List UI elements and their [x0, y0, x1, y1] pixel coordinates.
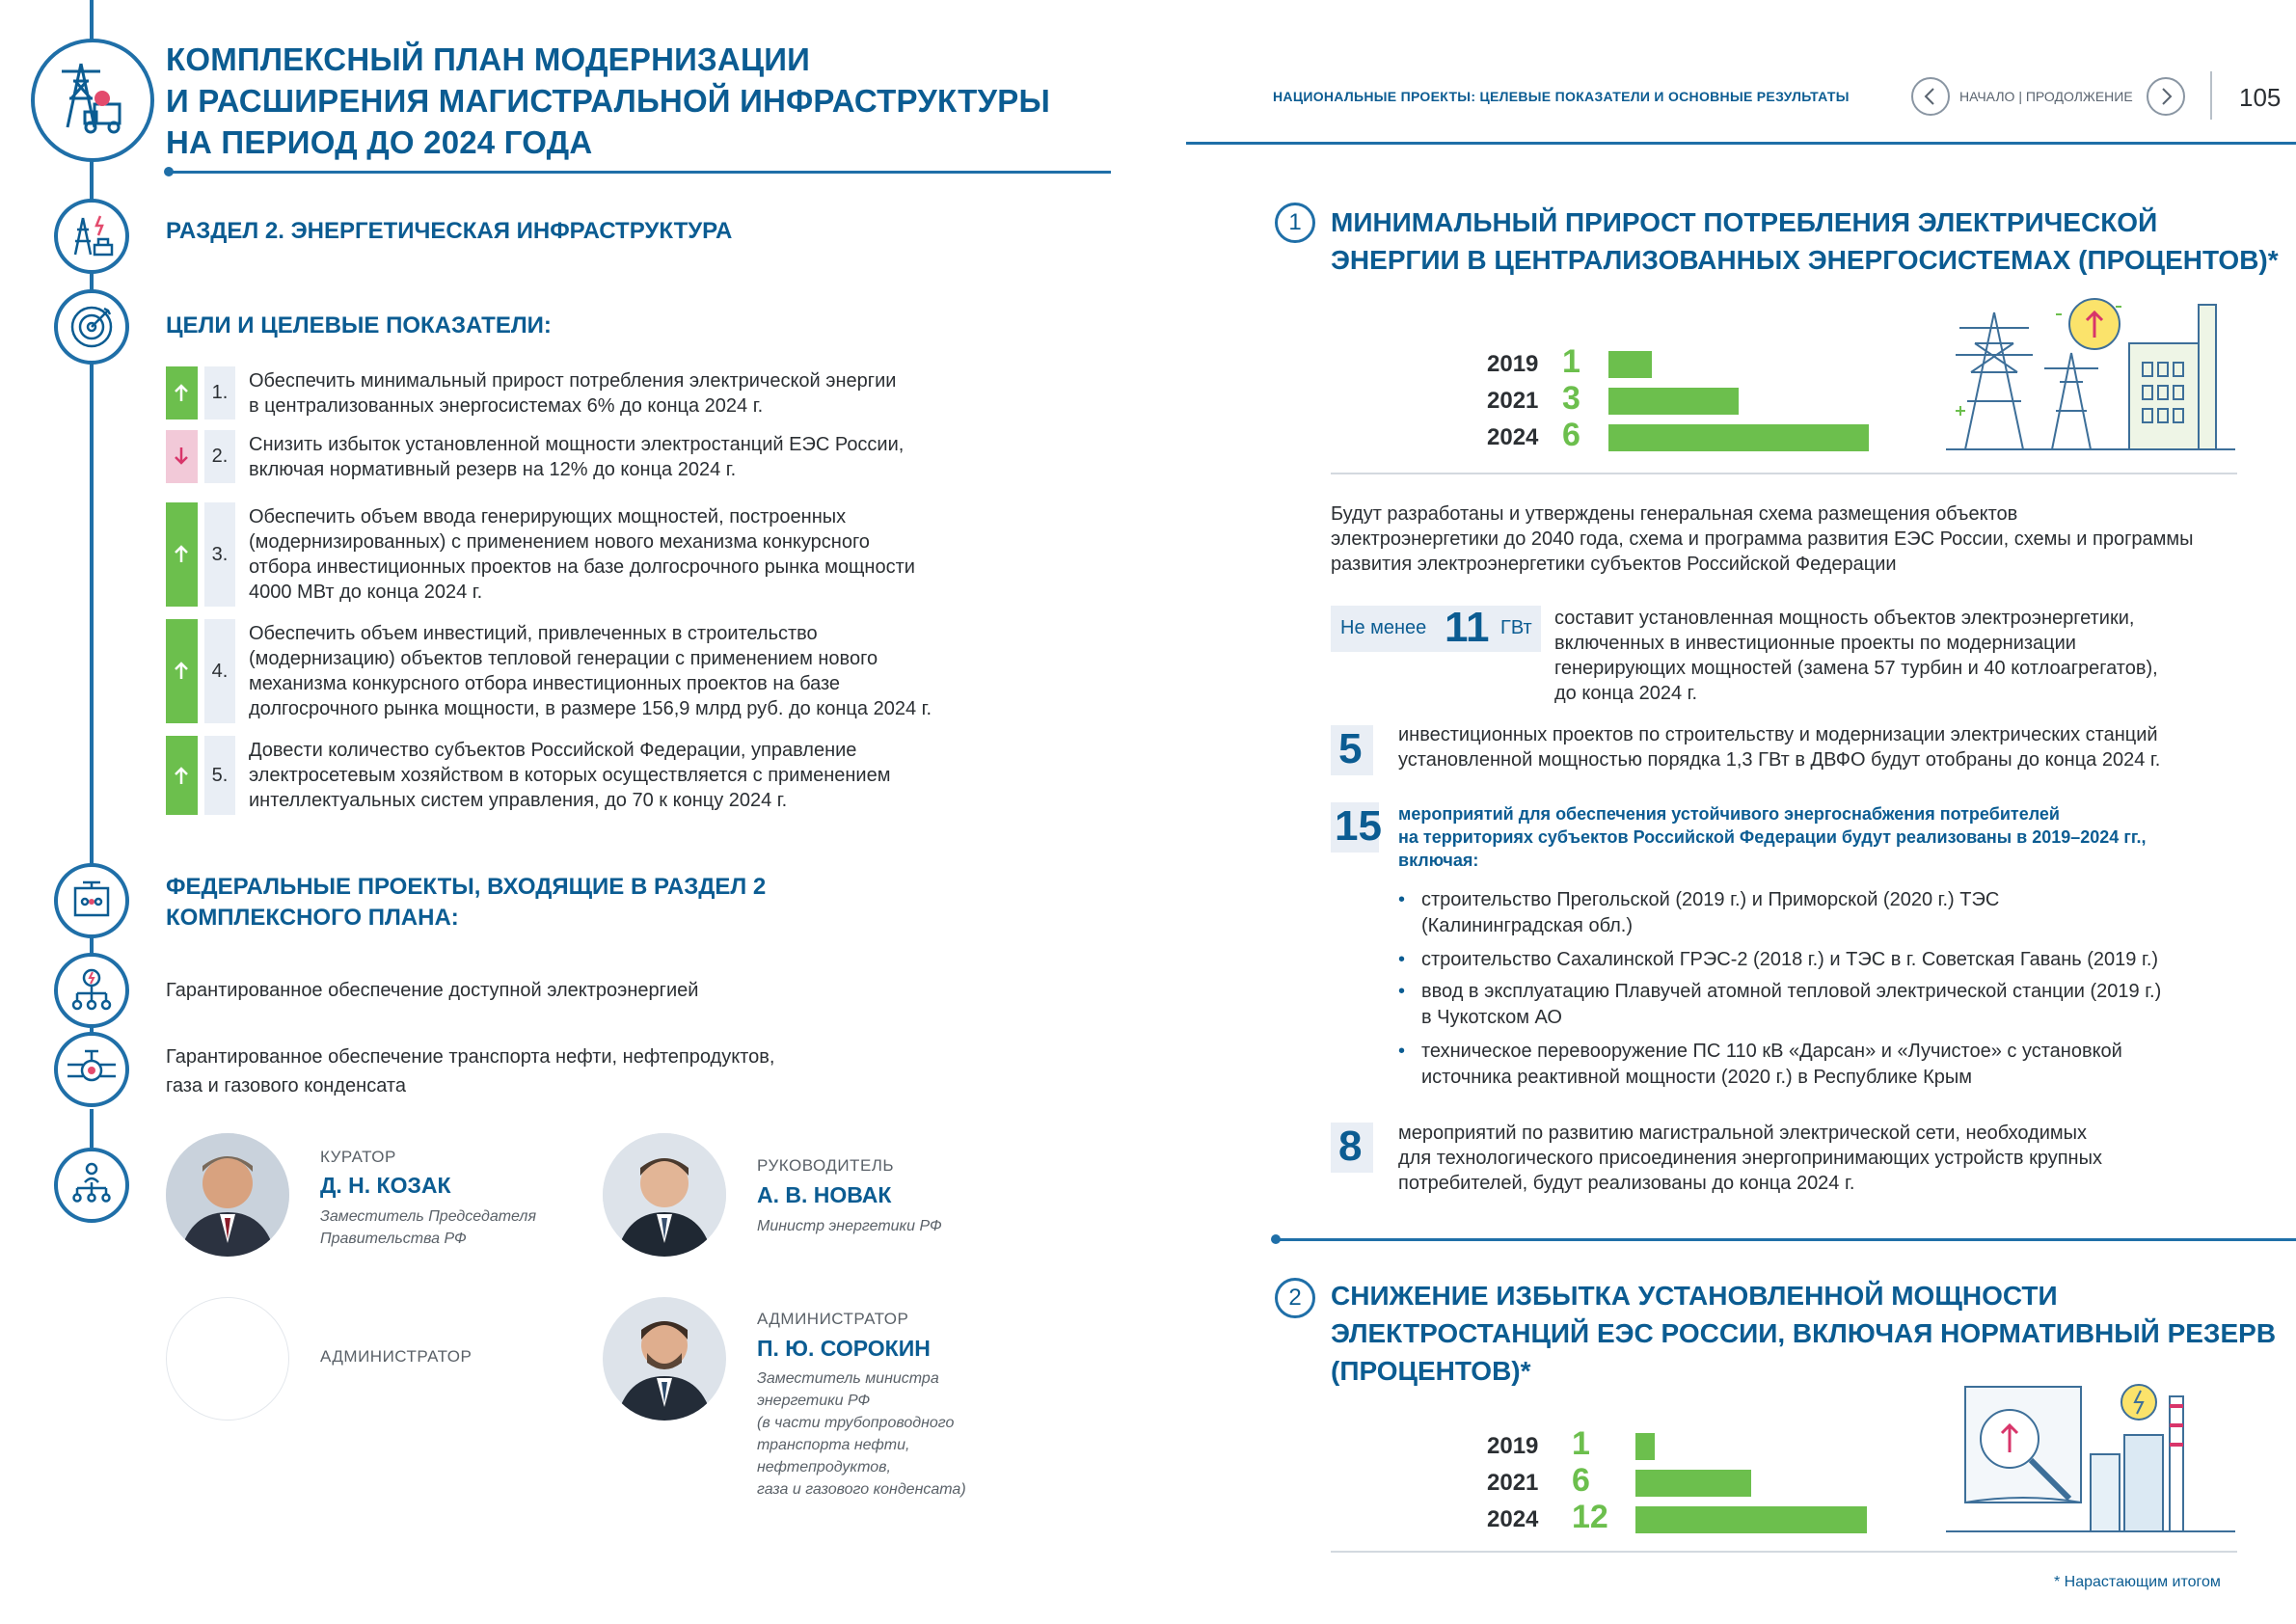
data-label: 6: [1572, 1462, 1590, 1499]
bar-2019: [1608, 351, 1652, 378]
highlight-11gw: Не менее 11 ГВт: [1331, 606, 1541, 652]
person-name: П. Ю. СОРОКИН: [757, 1336, 931, 1361]
highlight-5: 5: [1331, 725, 1373, 775]
role-label: РУКОВОДИТЕЛЬ: [757, 1156, 895, 1175]
section-title: РАЗДЕЛ 2. ЭНЕРГЕТИЧЕСКАЯ ИНФРАСТРУКТУРА: [166, 218, 733, 244]
data-label: 12: [1572, 1499, 1608, 1535]
team-hierarchy-icon: [54, 1148, 129, 1223]
nav-next-button[interactable]: [2147, 77, 2185, 116]
goal-number: 2.: [204, 430, 235, 483]
avatar-placeholder: [166, 1297, 289, 1421]
indicator-number: 1: [1275, 203, 1315, 243]
federal-title: ФЕДЕРАЛЬНЫЕ ПРОЕКТЫ, ВХОДЯЩИЕ В РАЗДЕЛ 2 КОМПЛЕКСНОГО ПЛАНА:: [166, 874, 767, 931]
header-divider: [2210, 71, 2212, 120]
target-icon: [54, 289, 129, 365]
indicator-number: 2: [1275, 1278, 1315, 1318]
pipeline-valve-icon: [54, 1032, 129, 1107]
network-chip-icon: [54, 863, 129, 938]
tick-label: 2021: [1487, 388, 1539, 414]
bar-2021: [1635, 1470, 1751, 1497]
goal-text: Обеспечить минимальный прирост потребления электрической энергии в централизованных энергосистемах 6% до конца 2024 г.: [249, 370, 897, 417]
block5-text: инвестиционных проектов по строительству и модернизации электрических станций установленной мощностью порядка 1,3 ГВт в ДВФО будут отобраны до конца 2024 г.: [1398, 724, 2161, 771]
arrow-up-icon: [166, 619, 198, 723]
arrow-up-icon: [166, 502, 198, 607]
tick-label: 2021: [1487, 1470, 1539, 1496]
role-label: АДМИНИСТРАТОР: [320, 1347, 473, 1366]
results-intro: Будут разработаны и утверждены генеральная схема размещения объектов электроэнергетики до 2040 года, схема и программа развития ЕЭС России, схемы и программы развития электроэнергетики субъектов Российской Федерации: [1331, 503, 2194, 575]
goal-number: 5.: [204, 736, 235, 815]
bar-2021: [1608, 388, 1739, 415]
bar-2024: [1608, 424, 1869, 451]
running-title: НАЦИОНАЛЬНЫЕ ПРОЕКТЫ: ЦЕЛЕВЫЕ ПОКАЗАТЕЛИ И ОСНОВНЫЕ РЕЗУЛЬТАТЫ: [1273, 89, 1850, 104]
nav-prev-button[interactable]: [1911, 77, 1950, 116]
nav-labels: НАЧАЛО | ПРОДОЛЖЕНИЕ: [1959, 89, 2133, 104]
bar-2019: [1635, 1433, 1655, 1460]
goal-text: Снизить избыток установленной мощности электростанций ЕЭС России, включая нормативный резерв на 12% до конца 2024 г.: [249, 434, 905, 480]
chart1-baseline: [1331, 473, 2237, 474]
underline-dot: [164, 167, 174, 176]
federal-project-2: Гарантированное обеспечение транспорта нефти, нефтепродуктов, газа и газового конденсата: [166, 1046, 775, 1096]
bar-2024: [1635, 1506, 1867, 1533]
nav-start-link[interactable]: НАЧАЛО: [1959, 89, 2015, 104]
goal-number: 3.: [204, 502, 235, 607]
rule-dot: [1271, 1234, 1281, 1244]
highlight-8: 8: [1331, 1123, 1373, 1173]
chart2-baseline: [1331, 1551, 2237, 1553]
person-title: Заместитель министра энергетики РФ (в части трубопроводного транспорта нефти, нефтепродуктов, газа и газового конденсата): [757, 1370, 966, 1498]
goal-item: [166, 366, 1034, 420]
power-distribution-icon: [54, 953, 129, 1028]
goal-text: Обеспечить объем ввода генерирующих мощностей, построенных (модернизированных) с применением нового механизма конкурсного отбора инвестиционных проектов на базе долгосрочного рынка мощности 4000 МВт до конца 2024 г.: [249, 506, 915, 603]
data-label: 3: [1562, 380, 1580, 417]
chart-consumption: [1466, 339, 1871, 465]
goal-item: [166, 619, 1034, 723]
arrow-up-icon: [166, 366, 198, 420]
avatar-novak: [603, 1133, 726, 1257]
indicator1-title: МИНИМАЛЬНЫЙ ПРИРОСТ ПОТРЕБЛЕНИЯ ЭЛЕКТРИЧЕСКОЙ ЭНЕРГИИ В ЦЕНТРАЛИЗОВАННЫХ ЭНЕРГОСИСТЕМАХ (ПРОЦЕНТОВ)*: [1331, 207, 2279, 275]
block8-text: мероприятий по развитию магистральной электрической сети, необходимых для технологического присоединения энергопринимающих устройств крупных потребителей, будут реализованы до конца 2024 г.: [1398, 1123, 2102, 1194]
block15-text: мероприятий для обеспечения устойчивого энергоснабжения потребителей на территориях субъектов Российской Федерации будут реализованы в 2019–2024 гг., включая:: [1398, 804, 2147, 870]
goal-item: [166, 502, 1034, 607]
nav-continue-link[interactable]: ПРОДОЛЖЕНИЕ: [2025, 89, 2133, 104]
block11-text: составит установленная мощность объектов электроэнергетики, включенных в инвестиционные проекты по модернизации генерирующих мощностей (замена 57 турбин и 40 котлоагрегатов), до конца 2024 г.: [1554, 608, 2158, 704]
highlight-15: 15: [1331, 802, 1379, 853]
avatar-kozak: [166, 1133, 289, 1257]
goal-number: 1.: [204, 366, 235, 420]
page-number: 105: [2239, 83, 2282, 112]
role-label: КУРАТОР: [320, 1148, 396, 1166]
arrow-up-icon: [166, 736, 198, 815]
goal-text: Довести количество субъектов Российской Федерации, управление электросетевым хозяйством в которых осуществляется с применением интеллектуальных систем управления, до 70 к концу 2024 г.: [249, 740, 891, 811]
arrow-down-icon: [166, 430, 198, 483]
timeline-line: [90, 1109, 94, 1148]
tick-label: 2024: [1487, 1506, 1539, 1532]
section-rule: [1275, 1238, 2296, 1241]
page-title: КОМПЛЕКСНЫЙ ПЛАН МОДЕРНИЗАЦИИ И РАСШИРЕНИЯ МАГИСТРАЛЬНОЙ ИНФРАСТРУКТУРЫ НА ПЕРИОД ДО 2024 ГОДА: [166, 41, 1050, 160]
tower-truck-icon: [31, 39, 154, 162]
goals-title: ЦЕЛИ И ЦЕЛЕВЫЕ ПОКАЗАТЕЛИ:: [166, 312, 552, 338]
analytics-plant-illustration: [1946, 1367, 2235, 1536]
goal-number: 4.: [204, 619, 235, 723]
goal-item: [166, 736, 1034, 815]
tick-label: 2019: [1487, 1433, 1539, 1459]
header-rule: [1186, 142, 2296, 145]
data-label: 1: [1562, 343, 1580, 380]
power-station-illustration: [1946, 285, 2235, 454]
chart-capacity-surplus: [1466, 1425, 1871, 1551]
person-name: Д. Н. КОЗАК: [320, 1173, 451, 1198]
indicator2-title: СНИЖЕНИЕ ИЗБЫТКА УСТАНОВЛЕННОЙ МОЩНОСТИ ЭЛЕКТРОСТАНЦИЙ ЕЭС РОССИИ, ВКЛЮЧАЯ НОРМАТИВНЫЙ РЕЗЕРВ (ПРОЦЕНТОВ)*: [1331, 1281, 2277, 1386]
avatar-sorokin: [603, 1297, 726, 1421]
footnote: * Нарастающим итогом: [2054, 1574, 2221, 1590]
federal-project-1: Гарантированное обеспечение доступной электроэнергией: [166, 980, 699, 1001]
person-title: Министр энергетики РФ: [757, 1218, 942, 1234]
data-label: 1: [1572, 1425, 1590, 1462]
tick-label: 2024: [1487, 424, 1539, 450]
person-name: А. В. НОВАК: [757, 1182, 892, 1207]
goal-item: [166, 430, 1034, 483]
goal-text: Обеспечить объем инвестиций, привлеченных в строительство (модернизацию) объектов тепловой генерации с применением нового механизма конкурсного отбора инвестиционных проектов на базе долгосрочного рынка мощности, в размере 156,9 млрд руб. до конца 2024 г.: [249, 623, 932, 719]
person-title: Заместитель Председателя Правительства РФ: [320, 1208, 536, 1247]
tick-label: 2019: [1487, 351, 1539, 377]
role-label: АДМИНИСТРАТОР: [757, 1310, 909, 1328]
title-underline: [166, 171, 1111, 174]
data-label: 6: [1562, 417, 1580, 453]
energy-grid-icon: [54, 199, 129, 274]
